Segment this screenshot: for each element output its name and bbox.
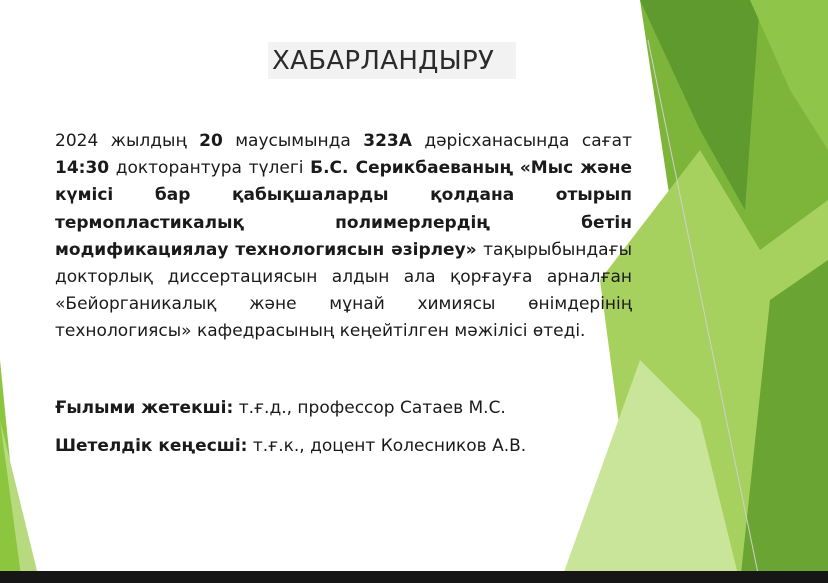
day-text: 20 [199,131,223,151]
text-segment [513,158,520,178]
dissertation-topic: «Мыс және күмісі бар қабықшаларды қолдана отырып термопластикалық полимерлердің бетін модификациялау технологиясын әзірлеу» [55,158,633,260]
supervisor-value: т.ғ.д., профессор Сатаев М.С. [233,398,506,418]
slide-title: ХАБАРЛАНДЫРУ [272,46,495,76]
bottom-bar [0,571,828,583]
consultant-line [55,434,526,458]
text-segment: жылдың [98,131,200,151]
announcement-text [55,128,632,346]
text-segment: маусымында [222,131,364,151]
consultant-value: т.ғ.к., доцент Колесников А.В. [247,436,527,456]
room-text: 323А [363,131,412,151]
text-segment: тақырыбындағы докторлық диссертациясын алдын ала қорғауға арналған «Бейорганикалық және мұнай химиясы өнімдерінің технологиясы» кафедрасының кеңейтілген мәжілісі өтеді. [55,239,632,342]
text-segment: докторантура түлегі [109,158,311,179]
supervisor-label: Ғылыми жетекші: [55,398,234,418]
supervisor-line [55,396,506,420]
announcement-paragraph [55,128,632,346]
person-name: Б.С. Серикбаеваның [310,158,514,179]
text-segment: дәрісханасында сағат [411,131,632,151]
year-text: 2024 [55,131,99,151]
time-text: 14:30 [55,158,110,179]
consultant-label: Шетелдік кеңесші: [55,436,248,456]
